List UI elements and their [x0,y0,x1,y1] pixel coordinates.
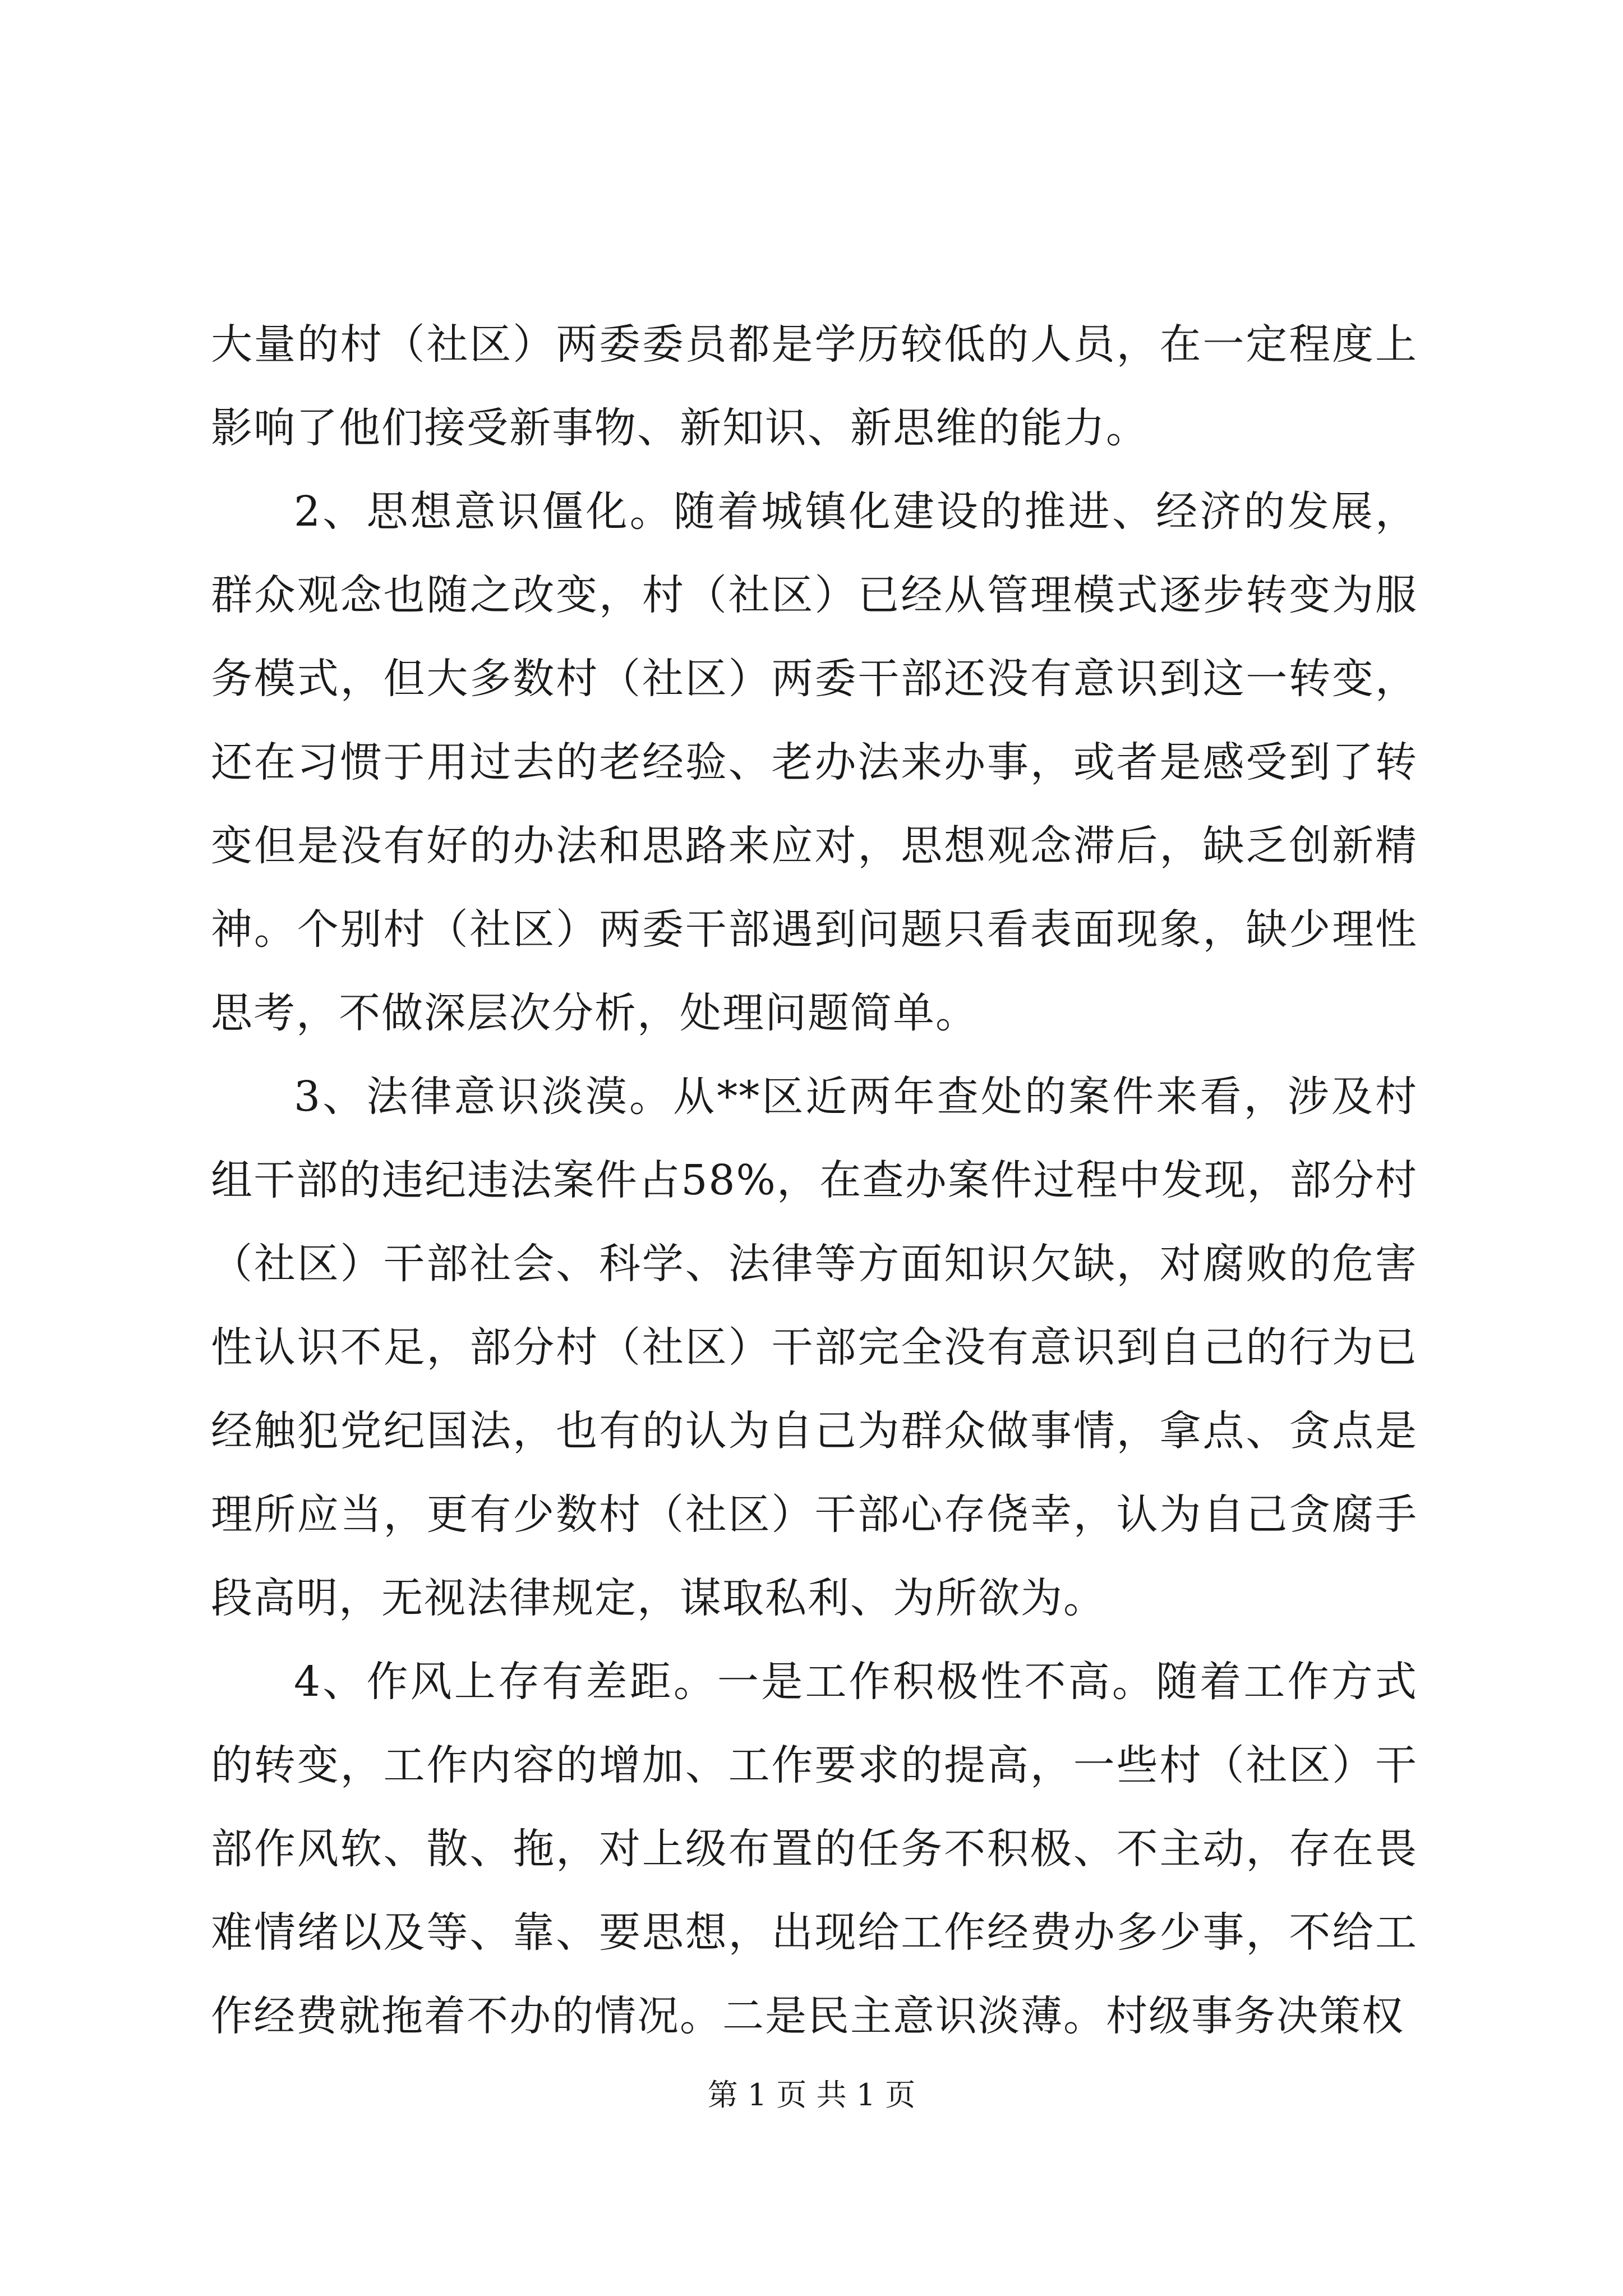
paragraph-ideology-rigid: 2、思想意识僵化。随着城镇化建设的推进、经济的发展，群众观念也随之改变，村（社区）已经从管理模式逐步转变为服务模式，但大多数村（社区）两委干部还没有意识到这一转变，还在习惯于用过去的老经验、老办法来办事，或者是感受到了转变但是没有好的办法和思路来应对，思想观念滞后，缺乏创新精神。个别村（社区）两委干部遇到问题只看表面现象，缺少理性思考，不做深层次分析，处理问题简单。 [211,487,1418,1037]
paragraph-continuation: 大量的村（社区）两委委员都是学历较低的人员，在一定程度上影响了他们接受新事物、新知识、新思维的能力。 [211,320,1418,452]
paragraph-work-style: 4、作风上存有差距。一是工作积极性不高。随着工作方式的转变，工作内容的增加、工作要求的提高，一些村（社区）干部作风软、散、拖，对上级布置的任务不积极、不主动，存在畏难情绪以及等、靠、要思想，出现给工作经费办多少事，不给工作经费就拖着不办的情况。二是民主意识淡薄。村级事务决策权 [211,1658,1418,2040]
document-body [211,303,1418,2058]
paragraph-legal-awareness: 3、法律意识淡漠。从**区近两年查处的案件来看，涉及村组干部的违纪违法案件占58%，在查办案件过程中发现，部分村（社区）干部社会、科学、法律等方面知识欠缺，对腐败的危害性认识不足，部分村（社区）干部完全没有意识到自己的行为已经触犯党纪国法，也有的认为自己为群众做事情，拿点、贪点是理所应当，更有少数村（社区）干部心存侥幸，认为自己贪腐手段高明，无视法律规定，谋取私利、为所欲为。 [211,1073,1418,1622]
page-number-footer: 第 1 页 共 1 页 [707,2077,916,2113]
